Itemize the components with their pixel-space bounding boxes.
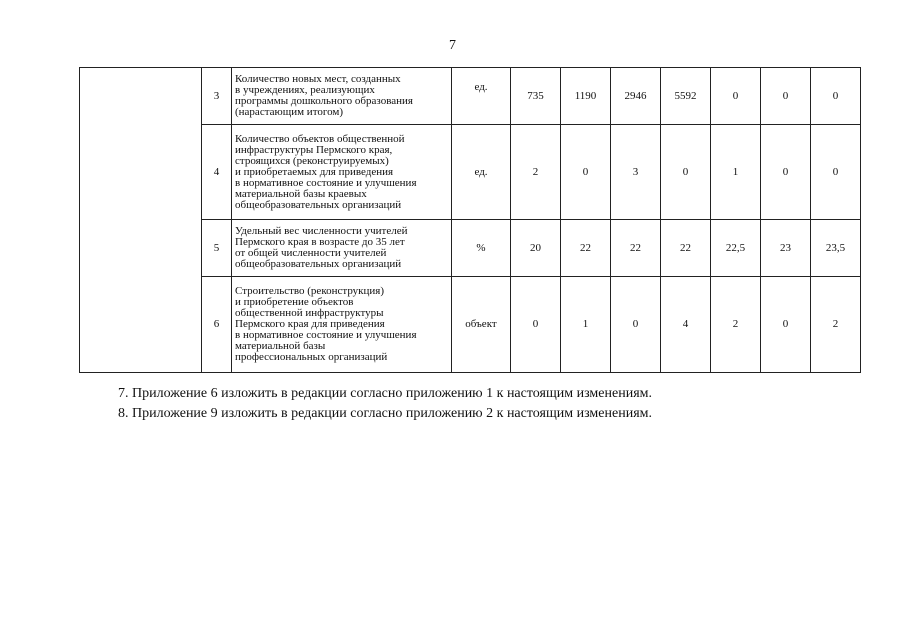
row-number: 3 [202, 68, 232, 125]
row-number: 4 [202, 125, 232, 220]
unit-cell: % [452, 220, 511, 277]
merged-blank-cell [80, 68, 202, 373]
value-cell: 23,5 [811, 220, 861, 277]
value-cell: 0 [561, 125, 611, 220]
row-number: 6 [202, 277, 232, 373]
unit-cell: ед. [452, 68, 511, 125]
value-cell: 22 [611, 220, 661, 277]
value-cell: 0 [661, 125, 711, 220]
value-cell: 0 [761, 125, 811, 220]
indicator-name: Количество новых мест, созданных в учреждениях, реализующих программы дошкольного образования (нарастающим итогом) [232, 68, 452, 125]
value-cell: 0 [811, 125, 861, 220]
value-cell: 0 [611, 277, 661, 373]
value-cell: 735 [511, 68, 561, 125]
unit-cell: ед. [452, 125, 511, 220]
value-cell: 0 [761, 68, 811, 125]
value-cell: 0 [511, 277, 561, 373]
page-number: 7 [449, 38, 456, 53]
value-cell: 2946 [611, 68, 661, 125]
row-number: 5 [202, 220, 232, 277]
value-cell: 22 [561, 220, 611, 277]
indicator-name: Строительство (реконструкция) и приобретение объектов общественной инфраструктуры Пермского края для приведения в нормативное состояние и улучшения материальной базы профессиональных организаций [232, 277, 452, 373]
value-cell: 0 [761, 277, 811, 373]
value-cell: 20 [511, 220, 561, 277]
indicator-name: Количество объектов общественной инфраструктуры Пермского края, строящихся (реконструируемых) и приобретаемых для приведения в нормативное состояние и улучшения материальной базы краевых общеобразовательных организаций [232, 125, 452, 220]
value-cell: 3 [611, 125, 661, 220]
amendment-item: 7. Приложение 6 изложить в редакции согласно приложению 1 к настоящим изменениям. [118, 386, 652, 401]
indicator-name: Удельный вес численности учителей Пермского края в возрасте до 35 лет от общей численности учителей общеобразовательных организаций [232, 220, 452, 277]
value-cell: 0 [811, 68, 861, 125]
value-cell: 23 [761, 220, 811, 277]
value-cell: 2 [811, 277, 861, 373]
value-cell: 1190 [561, 68, 611, 125]
value-cell: 0 [711, 68, 761, 125]
value-cell: 4 [661, 277, 711, 373]
value-cell: 2 [711, 277, 761, 373]
table-row [80, 68, 861, 125]
unit-cell: объект [452, 277, 511, 373]
value-cell: 5592 [661, 68, 711, 125]
value-cell: 22,5 [711, 220, 761, 277]
value-cell: 1 [711, 125, 761, 220]
value-cell: 1 [561, 277, 611, 373]
value-cell: 22 [661, 220, 711, 277]
indicators-table [79, 67, 861, 373]
amendment-item: 8. Приложение 9 изложить в редакции согласно приложению 2 к настоящим изменениям. [118, 406, 652, 421]
value-cell: 2 [511, 125, 561, 220]
